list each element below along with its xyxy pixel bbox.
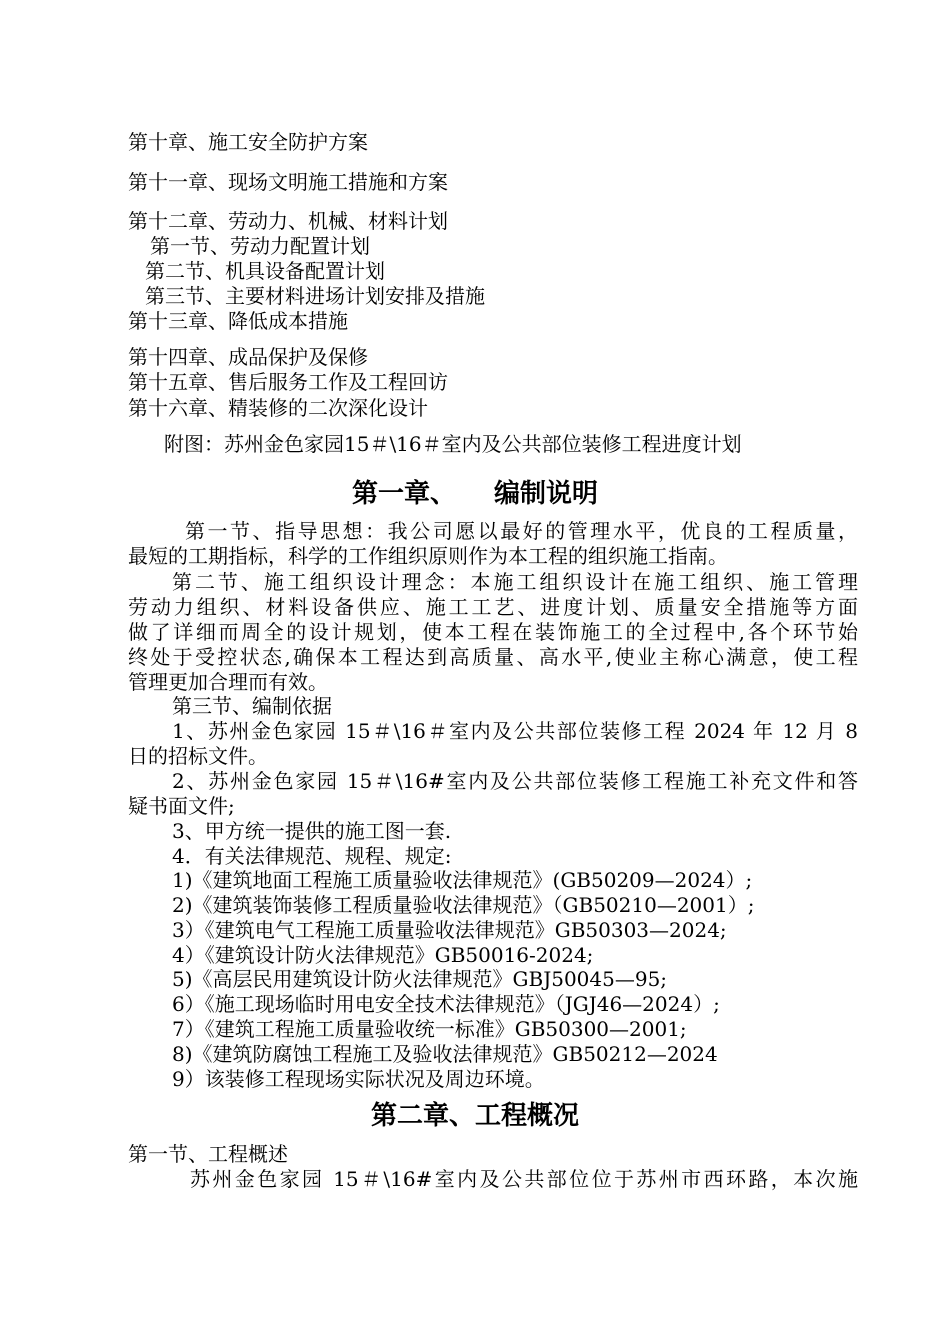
regulation-6: 6）《施工现场临时用电安全技术法律规范》（JGJ46—2024）; [172,992,720,1016]
regulation-1: 1)《建筑地面工程施工质量验收法律规范》(GB50209—2024）; [172,868,753,892]
toc-chapter-12: 第十二章、劳动力、机械、材料计划 [128,209,448,233]
basis-3: 3、甲方统一提供的施工图一套. [172,819,452,843]
section-2-line-1: 第二节、施工组织设计理念：本施工组织设计在施工组织、施工管理 [172,570,858,594]
basis-2-line-2: 疑书面文件; [128,794,235,818]
toc-chapter-13: 第十三章、降低成本措施 [128,309,348,333]
chapter-2-section-1-line-1: 苏州金色家园 15＃\16#室内及公共部位位于苏州市西环路，本次施 [190,1167,858,1191]
section-1-line-1: 第一节、指导思想：我公司愿以最好的管理水平，优良的工程质量， [185,519,858,543]
basis-1-line-1: 1、苏州金色家园 15＃\16＃室内及公共部位装修工程 2024 年 12 月 8 [172,719,858,743]
regulation-4: 4）《建筑设计防火法律规范》GB50016-2024; [172,943,594,967]
regulation-7: 7）《建筑工程施工质量验收统一标准》GB50300—2001; [172,1017,687,1041]
chapter-2-heading: 第二章、工程概况 [370,1101,579,1131]
basis-1-line-2: 日的招标文件。 [128,744,268,768]
toc-chapter-10: 第十章、施工安全防护方案 [128,130,368,154]
regulation-5: 5)《高层民用建筑设计防火法律规范》GBJ50045—95; [172,967,668,991]
toc-chapter-14: 第十四章、成品保护及保修 [128,345,368,369]
section-1-line-2: 最短的工期指标，科学的工作组织原则作为本工程的组织施工指南。 [128,544,728,568]
section-2-line-3: 做了详细而周全的设计规划，使本工程在装饰施工的全过程中,各个环节始 [128,620,858,644]
basis-4: 4．有关法律规范、规程、规定: [172,844,452,868]
toc-chapter-16: 第十六章、精装修的二次深化设计 [128,396,428,420]
toc-chapter-12-section-3: 第三节、主要材料进场计划安排及措施 [145,284,485,308]
section-2-line-4: 终处于受控状态,确保本工程达到高质量、高水平,使业主称心满意，使工程 [128,645,858,669]
chapter-1-title: 编制说明 [494,479,599,509]
toc-chapter-12-section-1: 第一节、劳动力配置计划 [150,234,370,258]
basis-2-line-1: 2、苏州金色家园 15＃\16#室内及公共部位装修工程施工补充文件和答 [172,769,858,793]
regulation-8: 8)《建筑防腐蚀工程施工及验收法律规范》GB50212—2024 [172,1042,718,1066]
chapter-1-number: 第一章、 [351,479,456,509]
toc-chapter-11: 第十一章、现场文明施工措施和方案 [128,170,448,194]
chapter-2-section-1-title: 第一节、工程概述 [128,1142,288,1166]
regulation-9: 9）该装修工程现场实际状况及周边环境。 [172,1067,545,1091]
section-2-line-5: 管理更加合理而有效。 [128,670,328,694]
section-3-title: 第三节、编制依据 [172,694,332,718]
regulation-3: 3）《建筑电气工程施工质量验收法律规范》GB50303—2024; [172,918,727,942]
chapter-1-heading [0,478,950,510]
toc-chapter-12-section-2: 第二节、机具设备配置计划 [145,259,385,283]
regulation-2: 2)《建筑装饰装修工程质量验收法律规范》（GB50210—2001）; [172,893,755,917]
toc-appendix: 附图：苏州金色家园15＃\16＃室内及公共部位装修工程进度计划 [164,432,742,456]
toc-chapter-15: 第十五章、售后服务工作及工程回访 [128,370,448,394]
section-2-line-2: 劳动力组织、材料设备供应、施工工艺、进度计划、质量安全措施等方面 [128,595,858,619]
